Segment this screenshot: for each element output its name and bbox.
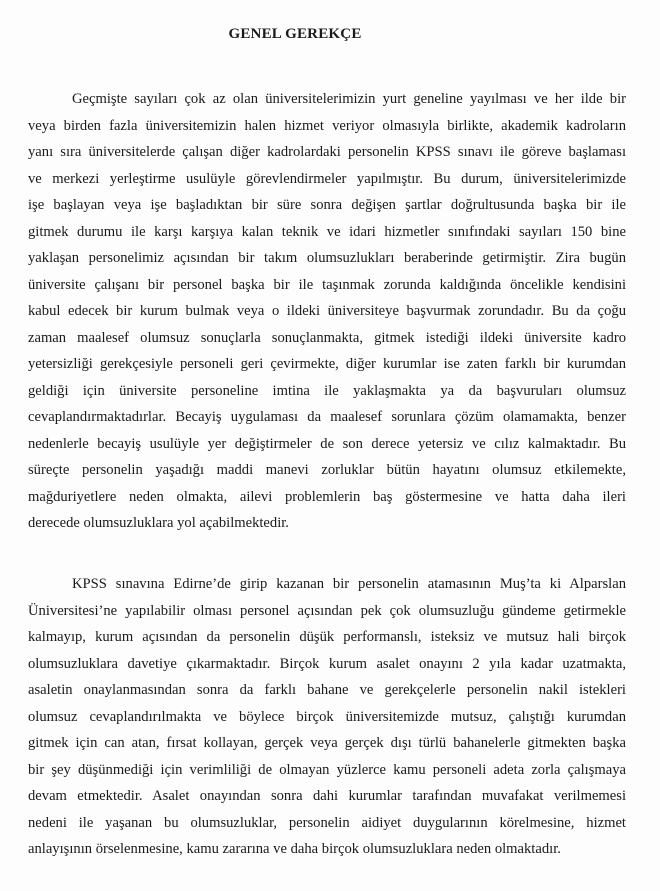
- paragraph-1-line: cevaplandırmaktadırlar. Becayiş uygulaması da maalesef sorunlara çözüm olamamakta, benzer: [28, 409, 626, 425]
- paragraph-1-line: Geçmişte sayıları çok az olan üniversitelerimizin yurt geneline yayılması ve her ilde bir: [72, 91, 626, 107]
- paragraph-1-line: yanı sıra üniversitelerde çalışan diğer kadrolardaki personelin KPSS sınavı ile göreve başlaması: [28, 144, 626, 160]
- paragraph-2-line: KPSS sınavına Edirne’de girip kazanan bir personelin atamasının Muş’ta ki Alparslan: [72, 576, 626, 592]
- paragraph-1-line: zaman maalesef olumsuz sonuçlarla sonuçlanmakta, gitmek istediği ildeki üniversite kadro: [28, 329, 626, 346]
- paragraph-1-line: kabul edecek bir kurum bulmak veya o ildeki üniversiteye başvurmak zorundadır. Bu da çoğu: [28, 303, 626, 319]
- paragraph-2-line: olumsuz cevaplandırılmakta ve böylece birçok üniversitemizde mutsuz, çalıştığı kurumdan: [28, 708, 626, 725]
- paragraph-2-line: bir şey düşünmediği için verimliliği de olmayan yüzlerce kamu personeli adeta zorla çalışmaya: [28, 761, 626, 778]
- paragraph-1-line: üniversite çalışanı bir personel başka bir ile taşınmak zorunda kaldığında öncelikle kendisini: [28, 276, 626, 293]
- paragraph-2-line: Üniversitesi’ne yapılabilir olması personel açısından pek çok olumsuzluğu gündeme getirmekle: [28, 602, 626, 619]
- paragraph-1-line: ve merkezi yerleştirme usulüyle görevlendirmeler yapılmıştır. Bu durum, üniversitelerimizde: [28, 170, 626, 187]
- paragraph-1-line: veya birden fazla üniversitemizin halen hizmet veriyor olmasıyla birlikte, akademik kadroların: [28, 117, 626, 134]
- paragraph-2-line: devam etmektedir. Asalet onayından sonra dahi kurumlar tarafından muvafakat verilmemesi: [28, 788, 626, 804]
- paragraph-2-line: anlayışının örselenmesine, kamu zararına ve daha birçok olumsuzluklara neden olmaktadır.: [28, 841, 561, 857]
- paragraph-1-line: derecede olumsuzluklara yol açabilmektedir.: [28, 515, 289, 531]
- paragraph-1: [28, 86, 626, 537]
- paragraph-2-line: gitmek için can atan, fırsat kollayan, gerçek veya gerçek dışı türlü bahanelerle gitmekten başka: [28, 735, 626, 751]
- paragraph-2-line: nedeni ile yaşanan bu olumsuzluklar, personelin aidiyet duygularının körelmesine, hizmet: [28, 814, 626, 831]
- paragraph-1-line: nedenlerle becayiş usulüyle yer değiştirmeler de son derece yetersiz ve cılız kalmaktadır. Bu: [28, 435, 626, 452]
- paragraph-2: [28, 571, 626, 863]
- paragraph-1-line: yetersizliği gerekçesiyle personeli geri çevirmekte, diğer kurumlar ise zaten farklı bir kurumdan: [28, 356, 626, 372]
- paragraph-1-line: geldiği için üniversite personeline imtina ile yaklaşmakta ya da başvuruları olumsuz: [28, 382, 626, 399]
- paragraph-1-line: mağduriyetlere neden olmakta, ailevi problemlerin baş göstermesine ve hatta daha ileri: [28, 488, 626, 505]
- paragraph-2-line: asaletin onaylanmasından sonra da farklı bahane ve gerekçelerle personelin nakil istekleri: [28, 682, 626, 698]
- document-title: GENEL GEREKÇE: [228, 26, 362, 42]
- paragraph-1-line: işe başlayan veya işe başladıktan bir süre sonra değişen şartlar doğrultusunda başka bir ile: [28, 197, 626, 213]
- paragraph-2-line: olumsuzluklara davetiye çıkarmaktadır. Birçok kurum asalet onayını 2 yıla kadar uzatmakta,: [28, 655, 626, 672]
- paragraph-1-line: süreçte personelin yaşadığı maddi manevi zorluklar bütün hayatını olumsuz etkilemekte,: [28, 462, 626, 478]
- paragraph-2-line: kalmayıp, kurum açısından da personelin düşük performanslı, isteksiz ve mutsuz hali birçok: [28, 629, 626, 645]
- paragraph-1-line: gitmek durumu ile karşı karşıya kalan teknik ve idari hizmetler sınıfındaki sayıları 150 bine: [28, 223, 626, 240]
- paragraph-1-line: yaklaşan personelimiz açısından bir takım olumsuzlukları beraberinde getirmiştir. Zira bugün: [28, 250, 626, 266]
